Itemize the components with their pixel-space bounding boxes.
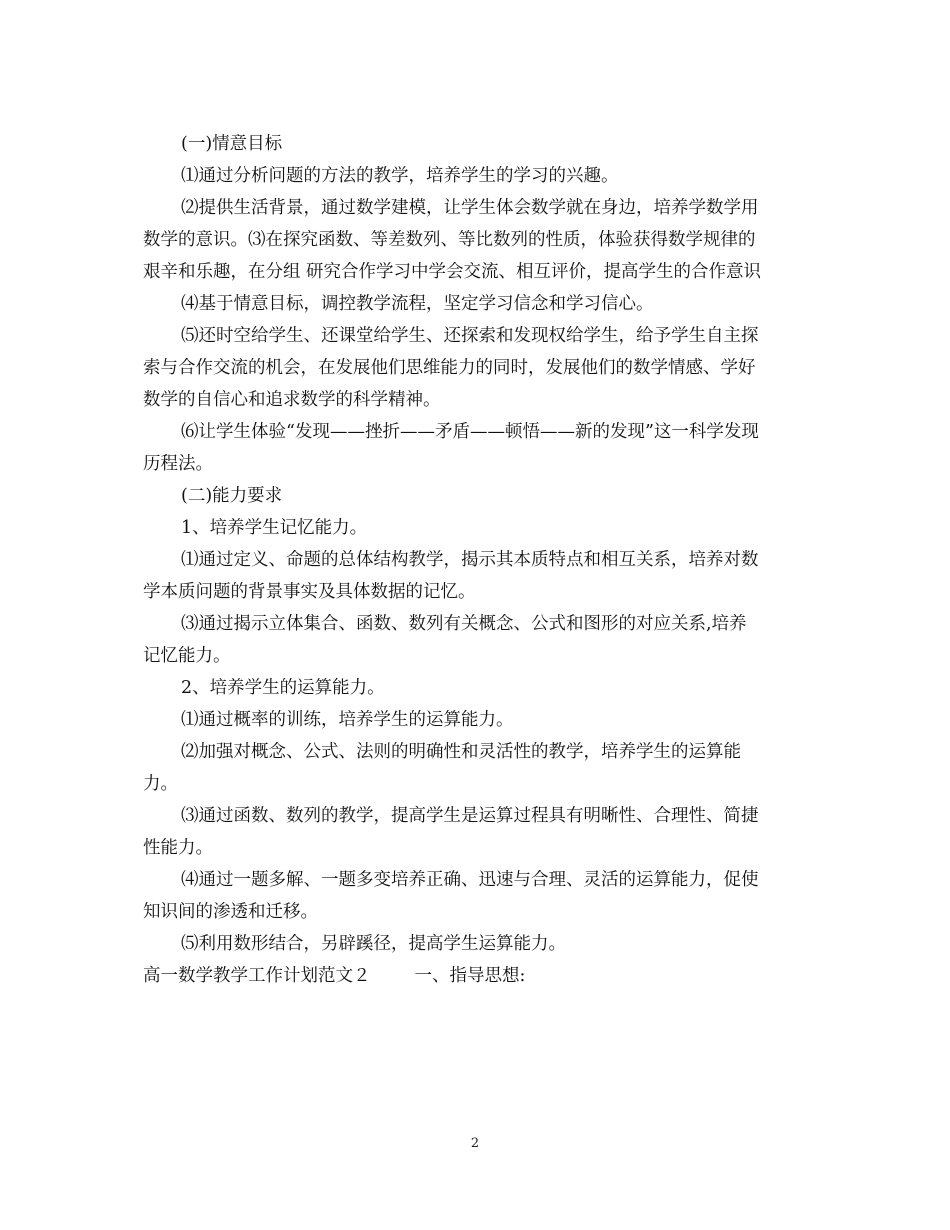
paragraph bbox=[143, 416, 808, 480]
next-section-heading: 一、指导思想: bbox=[414, 966, 526, 986]
paragraph-line: ⑵加强对概念、公式、法则的明确性和灵活性的教学，培养学生的运算能 bbox=[181, 742, 741, 762]
paragraph bbox=[143, 544, 808, 608]
paragraph-line: 知识间的渗透和迁移。 bbox=[143, 902, 318, 922]
paragraph-line: 记忆能力。 bbox=[143, 646, 231, 666]
paragraph bbox=[143, 608, 808, 672]
paragraph-line: ⑷通过一题多解、一题多变培养正确、迅速与合理、灵活的运算能力，促使 bbox=[181, 870, 759, 890]
next-section-title: 高一数学教学工作计划范文２ bbox=[143, 966, 371, 986]
paragraph: ⑴通过分析问题的方法的教学，培养学生的学习的兴趣。 bbox=[181, 166, 619, 186]
paragraph bbox=[143, 736, 808, 800]
paragraph bbox=[143, 800, 808, 864]
next-section-line bbox=[143, 960, 808, 992]
paragraph-line: 数学的自信心和追求数学的科学精神。 bbox=[143, 390, 441, 410]
document-body bbox=[143, 128, 808, 992]
paragraph-line: 索与合作交流的机会，在发展他们思维能力的同时，发展他们的数学情感、学好 bbox=[143, 358, 756, 378]
paragraph-subheading: 1、培养学生记忆能力。 bbox=[181, 518, 368, 538]
paragraph: ⑸利用数形结合，另辟蹊径，提高学生运算能力。 bbox=[181, 934, 566, 954]
paragraph-heading-ability-requirements: (二)能力要求 bbox=[181, 486, 283, 506]
paragraph-line: ⑶通过揭示立体集合、函数、数列有关概念、公式和图形的对应关系,培养 bbox=[181, 614, 747, 634]
paragraph-line: ⑸还时空给学生、还课堂给学生、还探索和发现权给学生，给予学生自主探 bbox=[181, 326, 759, 346]
paragraph bbox=[143, 864, 808, 928]
page-number: 2 bbox=[470, 1136, 480, 1151]
paragraph bbox=[143, 320, 808, 416]
paragraph-line: ⑵提供生活背景，通过数学建模，让学生体会数学就在身边，培养学数学用 bbox=[181, 198, 759, 218]
paragraph bbox=[143, 192, 808, 288]
paragraph-line: ⑴通过定义、命题的总体结构教学，揭示其本质特点和相互关系，培养对数 bbox=[181, 550, 759, 570]
paragraph-line: 力。 bbox=[143, 774, 178, 794]
paragraph: ⑷基于情意目标，调控教学流程，坚定学习信念和学习信心。 bbox=[181, 294, 654, 314]
paragraph-line: ⑹让学生体验“发现——挫折——矛盾——顿悟——新的发现”这一科学发现 bbox=[181, 422, 759, 442]
paragraph-heading-affective-goals: (一)情意目标 bbox=[181, 134, 283, 154]
paragraph: ⑴通过概率的训练，培养学生的运算能力。 bbox=[181, 710, 514, 730]
paragraph-line: 学本质问题的背景事实及具体数据的记忆。 bbox=[143, 582, 476, 602]
paragraph-line: 性能力。 bbox=[143, 838, 213, 858]
paragraph-line: 艰辛和乐趣，在分组 研究合作学习中学会交流、相互评价，提高学生的合作意识 bbox=[143, 262, 762, 282]
paragraph-line: 数学的意识。⑶在探究函数、等差数列、等比数列的性质，体验获得数学规律的 bbox=[143, 230, 756, 250]
paragraph-line: ⑶通过函数、数列的教学，提高学生是运算过程具有明晰性、合理性、简捷 bbox=[181, 806, 759, 826]
paragraph-line: 历程法。 bbox=[143, 454, 213, 474]
paragraph-subheading: 2、培养学生的运算能力。 bbox=[181, 678, 385, 698]
